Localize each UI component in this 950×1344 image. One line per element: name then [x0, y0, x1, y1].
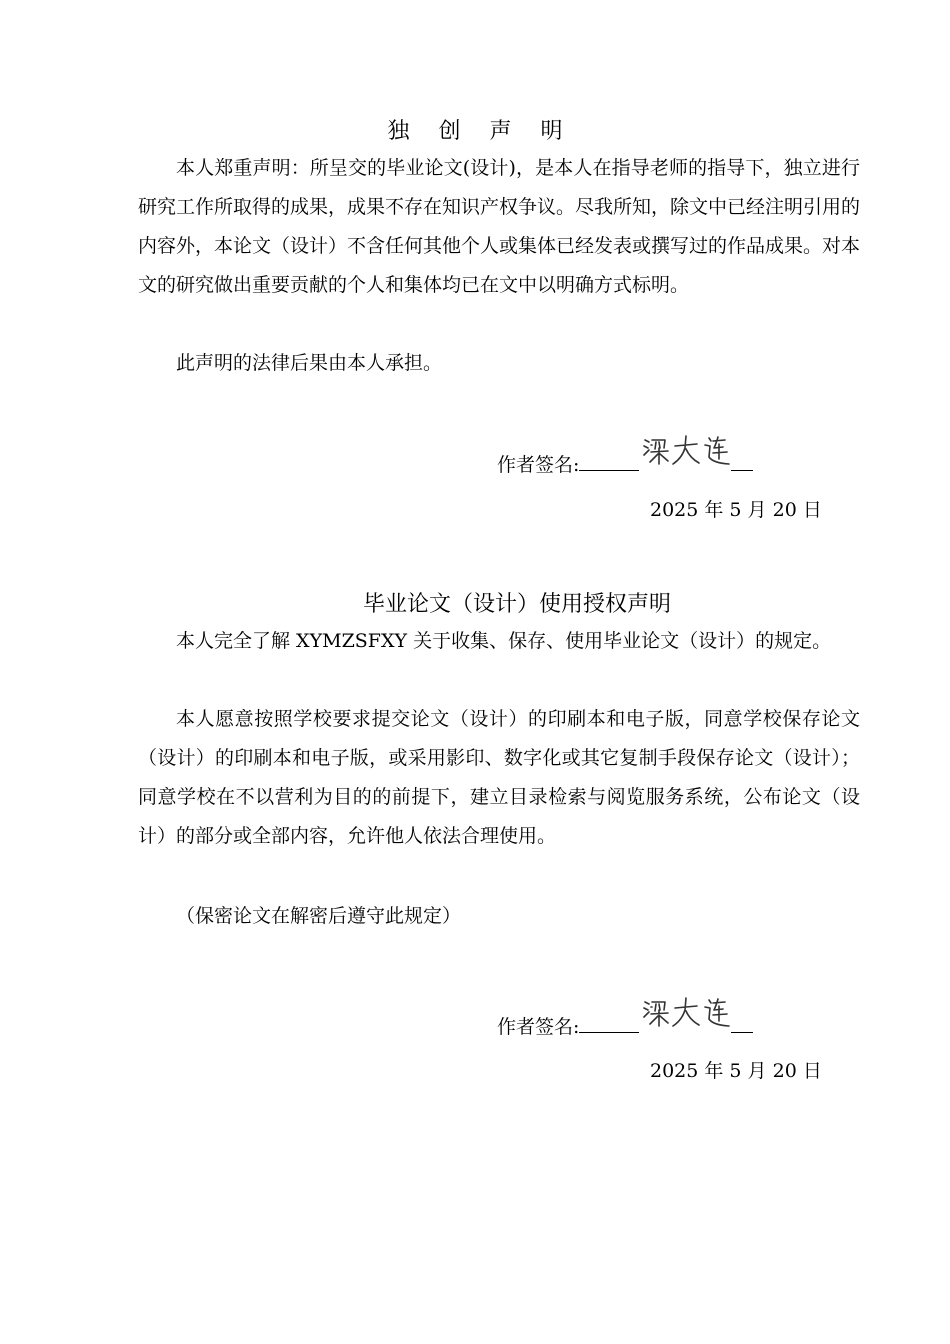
handwritten-signature [639, 432, 731, 472]
handwritten-signature [639, 994, 731, 1034]
authorization-title: 毕业论文（设计）使用授权声明 [362, 592, 671, 617]
signature-underline-tail [731, 1012, 753, 1033]
signature-underline-tail [731, 450, 753, 471]
authorization-paragraph-1: 本人完全了解 XYMZSFXY 关于收集、保存、使用毕业论文（设计）的规定。 [176, 630, 832, 652]
signature-label: 作者签名: [497, 454, 580, 476]
signature-underline [579, 1012, 639, 1033]
declaration-paragraph-1: 本人郑重声明：所呈交的毕业论文(设计)，是本人在指导老师的指导下，独立进行研究工作所取得的成果，成果不存在知识产权争议。尽我所知，除文中已经注明引用的内容外，本论文（设计）不含任何其他个人或集体已经发表或撰写过的作品成果。对本文的研究做出重要贡献的个人和集体均已在文中以明确方式标明。 [138, 157, 861, 296]
authorization-signature-row [497, 1002, 753, 1042]
signature-underline [579, 450, 639, 471]
authorization-paragraph-2: 本人愿意按照学校要求提交论文（设计）的印刷本和电子版，同意学校保存论文（设计）的印刷本和电子版，或采用影印、数字化或其它复制手段保存论文（设计）；同意学校在不以营利为目的的前提下，建立目录检索与阅览服务系统，公布论文（设计）的部分或全部内容，允许他人依法合理使用。 [138, 708, 860, 847]
authorization-date: 2025 年 5 月 20 日 [650, 1060, 822, 1082]
signature-label: 作者签名: [497, 1016, 580, 1038]
declaration-paragraph-2: 此声明的法律后果由本人承担。 [176, 352, 443, 374]
declaration-title: 独 创 声 明 [387, 119, 574, 144]
declaration-signature-row [497, 440, 753, 480]
authorization-paragraph-3: （保密论文在解密后遵守此规定） [176, 905, 462, 927]
declaration-date: 2025 年 5 月 20 日 [650, 499, 822, 521]
